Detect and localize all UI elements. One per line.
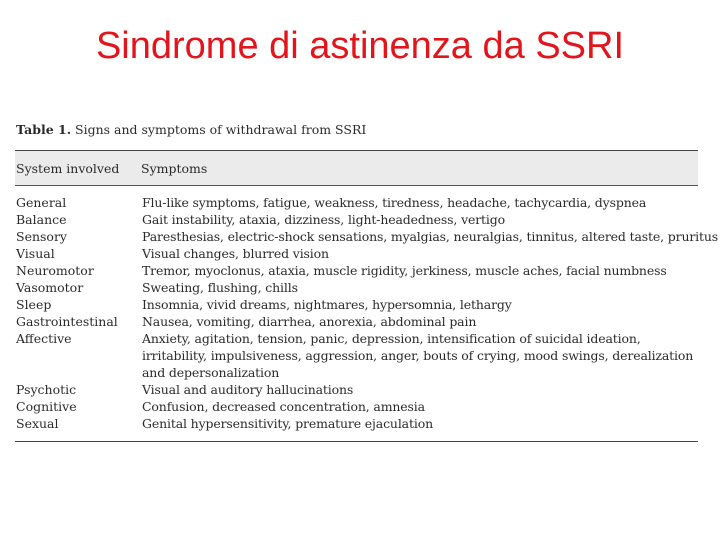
- system-cell: Gastrointestinal: [16, 314, 118, 329]
- symptoms-cell: [142, 194, 702, 211]
- table-row: [15, 313, 705, 330]
- symptoms-cell: [142, 330, 702, 381]
- symptoms-cell: [142, 398, 702, 415]
- header-system-involved: System involved: [16, 161, 120, 176]
- system-cell: Sleep: [16, 297, 52, 312]
- system-cell: Balance: [16, 212, 67, 227]
- symptoms-cell: [142, 415, 702, 432]
- symptoms-line: Sweating, flushing, chills: [142, 280, 298, 295]
- table-caption: [16, 122, 366, 137]
- table-row: [15, 381, 705, 398]
- symptoms-line: Confusion, decreased concentration, amnesia: [142, 399, 425, 414]
- system-cell: Sensory: [16, 229, 67, 244]
- symptoms-line: Paresthesias, electric-shock sensations, myalgias, neuralgias, tinnitus, altered taste, pruritus: [142, 229, 719, 244]
- symptoms-cell: [142, 245, 702, 262]
- symptoms-line: Visual and auditory hallucinations: [142, 382, 354, 397]
- symptoms-line: Anxiety, agitation, tension, panic, depression, intensification of suicidal ideation,: [142, 331, 641, 346]
- symptoms-line: Nausea, vomiting, diarrhea, anorexia, abdominal pain: [142, 314, 477, 329]
- symptoms-line: Insomnia, vivid dreams, nightmares, hypersomnia, lethargy: [142, 297, 512, 312]
- table-row: [15, 228, 719, 245]
- system-cell: Sexual: [16, 416, 59, 431]
- header-symptoms: Symptoms: [141, 161, 208, 176]
- symptoms-cell: [142, 279, 702, 296]
- table-row: [15, 211, 705, 228]
- table-row: [15, 194, 705, 211]
- symptoms-line: Visual changes, blurred vision: [142, 246, 329, 261]
- table-bottom-rule: [15, 441, 698, 442]
- system-cell: Psychotic: [16, 382, 77, 397]
- symptoms-line: and depersonalization: [142, 365, 280, 380]
- table-row: [15, 398, 705, 415]
- table-row: [15, 296, 705, 313]
- table-body: [15, 194, 719, 432]
- system-cell: Vasomotor: [16, 280, 84, 295]
- symptoms-cell: [142, 228, 719, 245]
- system-cell: Affective: [16, 331, 72, 346]
- system-cell: Cognitive: [16, 399, 77, 414]
- slide-title: Sindrome di astinenza da SSRI: [95, 25, 625, 67]
- symptoms-cell: [142, 381, 702, 398]
- symptoms-cell: [142, 262, 702, 279]
- system-cell: Visual: [16, 246, 55, 261]
- symptoms-cell: [142, 296, 702, 313]
- system-cell: General: [16, 195, 67, 210]
- table-row: [15, 245, 705, 262]
- table-row: [15, 330, 705, 381]
- symptoms-line: Gait instability, ataxia, dizziness, light-headedness, vertigo: [142, 212, 506, 227]
- symptoms-line: Flu-like symptoms, fatigue, weakness, tiredness, headache, tachycardia, dyspnea: [142, 195, 647, 210]
- symptoms-cell: [142, 211, 702, 228]
- symptoms-line: Tremor, myoclonus, ataxia, muscle rigidity, jerkiness, muscle aches, facial numbness: [142, 263, 667, 278]
- table-row: [15, 415, 705, 432]
- system-cell: Neuromotor: [16, 263, 94, 278]
- table-row: [15, 279, 705, 296]
- table-caption-label: Table 1.: [16, 122, 72, 137]
- symptoms-cell: [142, 313, 702, 330]
- table-caption-text: Signs and symptoms of withdrawal from SSRI: [71, 122, 367, 137]
- symptoms-line: irritability, impulsiveness, aggression, anger, bouts of crying, mood swings, derealization: [142, 348, 694, 363]
- table-row: [15, 262, 705, 279]
- symptoms-line: Genital hypersensitivity, premature ejaculation: [142, 416, 433, 431]
